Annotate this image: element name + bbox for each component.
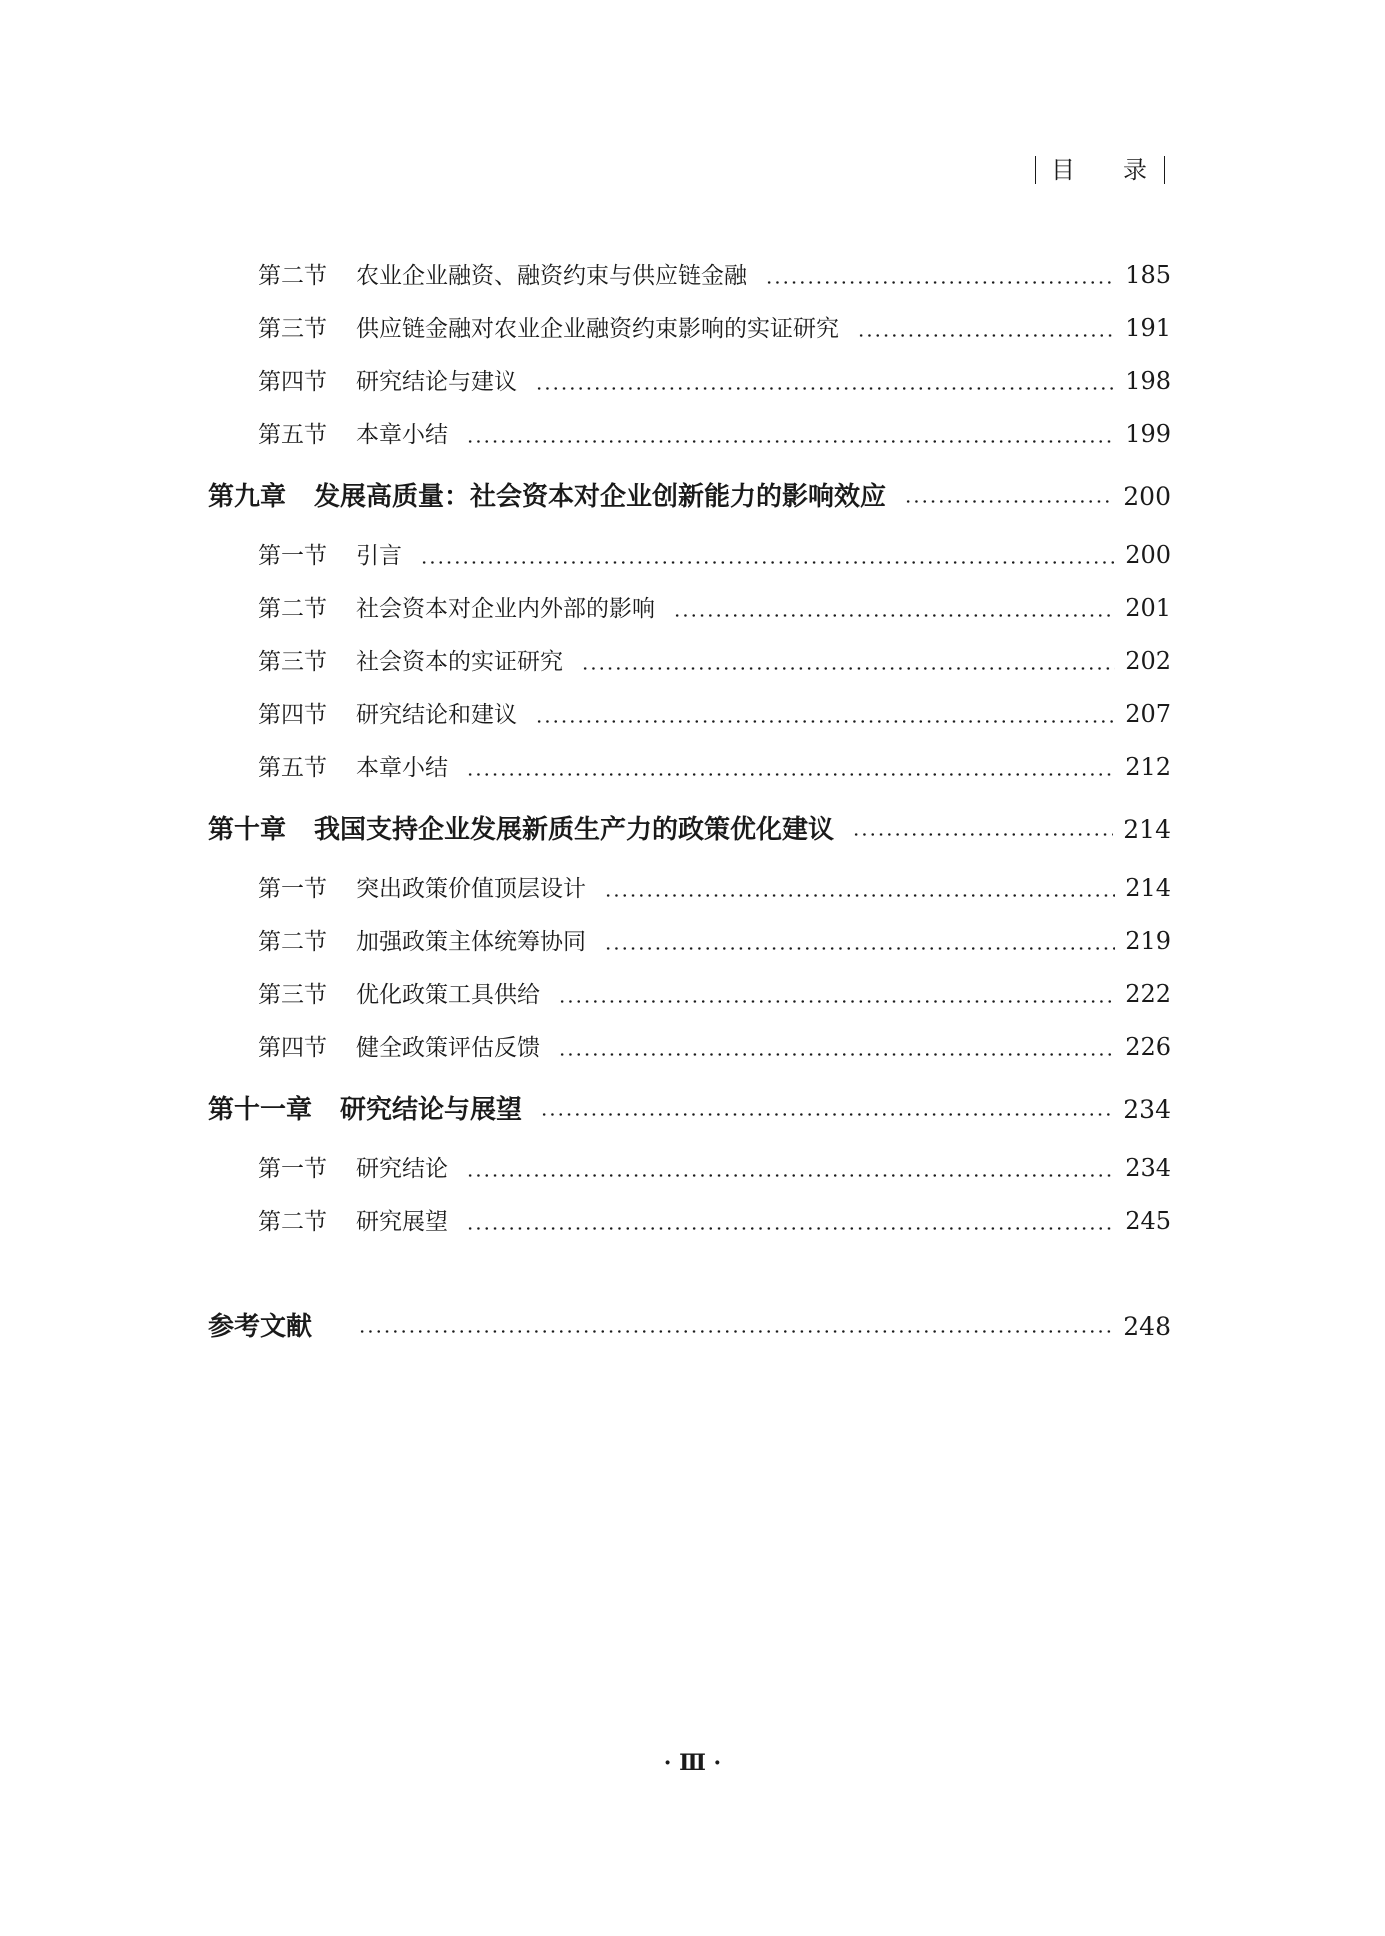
toc-entry-title: 研究结论 (356, 1156, 448, 1182)
toc-entry-title: 供应链金融对农业企业融资约束影响的实证研究 (356, 316, 839, 342)
dot-leader (535, 696, 1115, 736)
toc-entry[interactable] (258, 643, 1171, 683)
toc-entry-page: 191 (1125, 314, 1171, 342)
toc-chapter-page: 234 (1123, 1095, 1171, 1124)
toc-entry-page: 212 (1125, 753, 1171, 781)
page-number: · Ⅲ · (663, 1750, 722, 1776)
dot-leader (673, 590, 1115, 630)
toc-entry-title: 引言 (356, 543, 402, 569)
toc-entry-page: 214 (1125, 874, 1171, 902)
toc-entry-title: 加强政策主体统筹协同 (356, 929, 586, 955)
toc-entry-label: 第三节 (258, 316, 327, 342)
toc-chapter-entry[interactable] (208, 809, 1171, 849)
dot-leader (604, 923, 1115, 963)
toc-entry-label: 第二节 (258, 1209, 327, 1235)
dot-leader (904, 476, 1113, 516)
dot-leader (857, 310, 1115, 350)
toc-entry[interactable] (258, 257, 1171, 297)
toc-entry-label: 第一节 (258, 543, 327, 569)
toc-entry-title: 本章小结 (356, 422, 448, 448)
toc-references-entry[interactable] (208, 1306, 1171, 1346)
toc-entry-label: 第一节 (258, 876, 327, 902)
toc-entry[interactable] (258, 696, 1171, 736)
toc-entry-page: 200 (1125, 541, 1171, 569)
toc-entry-page: 202 (1125, 647, 1171, 675)
toc-chapter-label: 第十一章 (208, 1095, 313, 1125)
toc-chapter-label: 第十章 (208, 815, 287, 845)
toc-entry-label: 第三节 (258, 649, 327, 675)
toc-entry-page: 199 (1125, 420, 1171, 448)
dot-leader (765, 257, 1115, 297)
toc-entry-page: 222 (1125, 980, 1171, 1008)
toc-entry[interactable] (258, 1203, 1171, 1243)
dot-leader (466, 1150, 1115, 1190)
dot-leader (466, 416, 1115, 456)
toc-entry-title: 研究展望 (356, 1209, 448, 1235)
toc-entry[interactable] (258, 870, 1171, 910)
dot-leader (535, 363, 1115, 403)
toc-entry[interactable] (258, 976, 1171, 1016)
toc-entry[interactable] (258, 1150, 1171, 1190)
dot-leader (540, 1089, 1113, 1129)
toc-entry-title: 农业企业融资、融资约束与供应链金融 (356, 263, 747, 289)
toc-chapter-title: 研究结论与展望 (340, 1095, 523, 1125)
toc-entry-page: 201 (1125, 594, 1171, 622)
toc-chapter-title: 我国支持企业发展新质生产力的政策优化建议 (314, 815, 835, 845)
dot-leader (852, 809, 1113, 849)
header-text-left: 目 (1051, 156, 1075, 184)
toc-entry-title: 社会资本对企业内外部的影响 (356, 596, 655, 622)
header-text-right: 录 (1123, 156, 1147, 184)
toc-entry-title: 研究结论和建议 (356, 702, 517, 728)
toc-references-page: 248 (1123, 1312, 1171, 1341)
toc-entry-label: 第二节 (258, 263, 327, 289)
toc-entry[interactable] (258, 923, 1171, 963)
toc-entry-page: 198 (1125, 367, 1171, 395)
toc-entry-page: 219 (1125, 927, 1171, 955)
toc-entry-page: 207 (1125, 700, 1171, 728)
toc-entry[interactable] (258, 590, 1171, 630)
toc-entry[interactable] (258, 416, 1171, 456)
toc-chapter-entry[interactable] (208, 476, 1171, 516)
dot-leader (581, 643, 1115, 683)
toc-entry-title: 优化政策工具供给 (356, 982, 540, 1008)
toc-entry[interactable] (258, 363, 1171, 403)
toc-chapter-label: 第九章 (208, 482, 287, 512)
toc-chapter-entry[interactable] (208, 1089, 1171, 1129)
toc-entry-title: 突出政策价值顶层设计 (356, 876, 586, 902)
toc-entry-page: 226 (1125, 1033, 1171, 1061)
dot-leader (558, 1029, 1115, 1069)
dot-leader (604, 870, 1115, 910)
toc-entry[interactable] (258, 749, 1171, 789)
toc-entry-label: 第五节 (258, 755, 327, 781)
toc-entry-page: 234 (1125, 1154, 1171, 1182)
toc-entry-page: 185 (1125, 261, 1171, 289)
toc-entry[interactable] (258, 1029, 1171, 1069)
toc-entry[interactable] (258, 310, 1171, 350)
dot-leader (358, 1306, 1113, 1346)
toc-entry-label: 第五节 (258, 422, 327, 448)
toc-entry-title: 本章小结 (356, 755, 448, 781)
toc-entry-label: 第四节 (258, 1035, 327, 1061)
dot-leader (420, 537, 1115, 577)
toc-entry-label: 第四节 (258, 702, 327, 728)
toc-chapter-title: 发展高质量：社会资本对企业创新能力的影响效应 (314, 482, 887, 512)
toc-references-label: 参考文献 (208, 1312, 313, 1342)
toc-entry-title: 健全政策评估反馈 (356, 1035, 540, 1061)
toc-entry-title: 研究结论与建议 (356, 369, 517, 395)
toc-chapter-page: 214 (1123, 815, 1171, 844)
toc-entry-label: 第二节 (258, 596, 327, 622)
dot-leader (466, 1203, 1115, 1243)
toc-entry-title: 社会资本的实证研究 (356, 649, 563, 675)
dot-leader (558, 976, 1115, 1016)
toc-entry-label: 第二节 (258, 929, 327, 955)
toc-entry-label: 第三节 (258, 982, 327, 1008)
toc-entry-label: 第四节 (258, 369, 327, 395)
toc-entry-label: 第一节 (258, 1156, 327, 1182)
dot-leader (466, 749, 1115, 789)
toc-chapter-page: 200 (1123, 482, 1171, 511)
toc-entry-page: 245 (1125, 1207, 1171, 1235)
toc-entry[interactable] (258, 537, 1171, 577)
